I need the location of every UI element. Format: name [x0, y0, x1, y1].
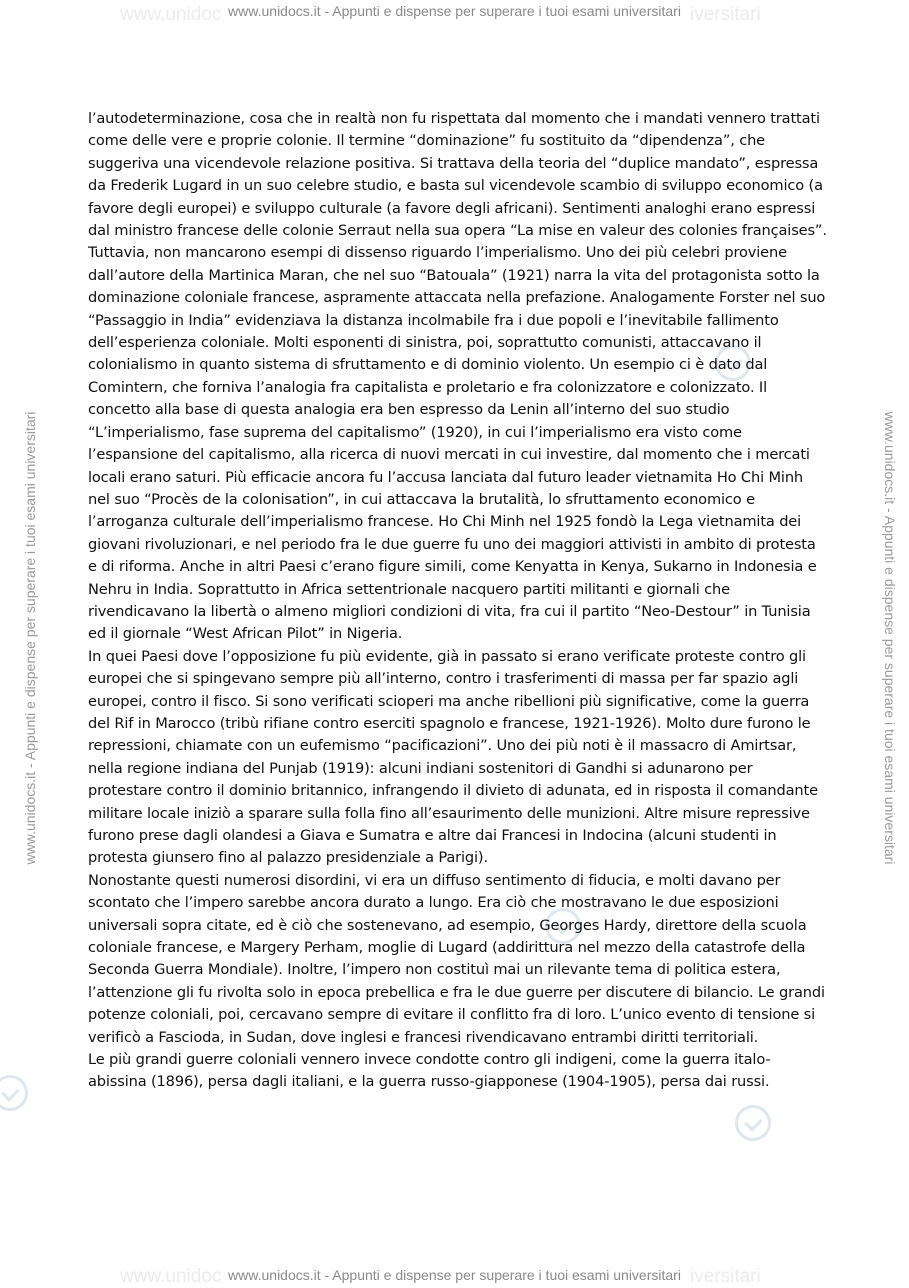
watermark-top: www.unidocs.it - Appunti e dispense per superare i tuoi esami universitari — [228, 3, 681, 19]
watermark-left: www.unidocs.it - Appunti e dispense per superare i tuoi esami universitari — [22, 411, 38, 865]
watermark-faint-top-right: iversitari — [690, 4, 761, 25]
document-body — [88, 108, 828, 1094]
watermark-right: www.unidocs.it - Appunti e dispense per superare i tuoi esami universitari — [882, 411, 898, 865]
unidocs-logo-icon — [735, 1105, 771, 1141]
watermark-faint-top: www.unidoc — [120, 4, 222, 25]
paragraph: l’autodeterminazione, cosa che in realtà non fu rispettata dal momento che i mandati vennero trattati come delle vere e proprie colonie. Il termine “dominazione” fu sostituito da “dipendenza”, che suggeriva una vicendevole relazione positiva. Si trattava della teoria del “duplice mandato”, espressa da Frederik Lugard in un suo celebre studio, e basta sul vicendevole scambio di sviluppo economico (a favore degli europei) e sviluppo culturale (a favore degli africani). Sentimenti analoghi erano espressi dal ministro francese delle colonie Serraut nella sua opera “La mise en valeur des colonies françaises”. — [88, 110, 827, 240]
paragraph: Tuttavia, non mancarono esempi di dissenso riguardo l’imperialismo. Uno dei più celebri proviene dall’autore della Martinica Maran, che nel suo “Batouala” (1921) narra la vita del protagonista sotto la dominazione coloniale francese, aspramente attaccata nella prefazione. Analogamente Forster nel suo “Passaggio in India” evidenziava la distanza incolmabile fra i due popoli e l’inevitabile fallimento dell’esperienza coloniale. Molti esponenti di sinistra, poi, soprattutto comunisti, attaccavano il colonialismo in quanto sistema di sfruttamento e di dominio violento. Un esempio ci è dato dal Comintern, che forniva l’analogia fra capitalista e proletario e fra colonizzatore e colonizzato. Il concetto alla base di questa analogia era ben espresso da Lenin all’interno del suo studio “L’imperialismo, fase suprema del capitalismo” (1920), in cui l’imperialismo era visto come l’espansione del capitalismo, alla ricerca di nuovi mercati in cui investire, dal momento che i mercati locali erano saturi. Più efficacie ancora fu l’accusa lanciata dal futuro leader vietnamita Ho Chi Minh nel suo “Procès de la colonisation”, in cui attaccava la brutalità, lo sfruttamento economico e l’arroganza culturale dell’imperialismo francese. Ho Chi Minh nel 1925 fondò la Lega vietnamita dei giovani rivoluzionari, e nel periodo fra le due guerre fu uno dei maggiori attivisti in ambito di protesta e di riforma. Anche in altri Paesi c’erano figure simili, come Kenyatta in Kenya, Sukarno in Indonesia e Nehru in India. Soprattutto in Africa settentrionale nacquero partiti militanti e giornali che rivendicavano la libertà o almeno migliori condizioni di vita, fra cui il partito “Neo-Destour” in Tunisia ed il giornale “West African Pilot” in Nigeria. — [88, 244, 826, 643]
paragraph: Le più grandi guerre coloniali vennero invece condotte contro gli indigeni, come la guerra italo-abissina (1896), persa dagli italiani, e la guerra russo-giapponese (1904-1905), persa dai russi. — [88, 1051, 771, 1091]
paragraph: In quei Paesi dove l’opposizione fu più evidente, già in passato si erano verificate proteste contro gli europei che si spingevano sempre più all’interno, contro i trasferimenti di massa per far spazio agli europei, contro il fisco. Si sono verificati scioperi ma anche ribellioni più significative, come la guerra del Rif in Marocco (tribù rifiane contro eserciti spagnolo e francese, 1921-1926). Molto dure furono le repressioni, chiamate con un eufemismo “pacificazioni”. Uno dei più noti è il massacro di Amirtsar, nella regione indiana del Punjab (1919): alcuni indiani sostenitori di Gandhi si adunarono per protestare contro il dominio britannico, infrangendo il divieto di adunata, ed in risposta il comandante militare locale iniziò a sparare sulla folla fino all’esaurimento delle munizioni. Altre misure repressive furono prese dagli olandesi a Giava e Sumatra e altre dai Francesi in Indocina (alcuni studenti in protesta giunsero fino al palazzo presidenziale a Parigi). — [88, 647, 818, 867]
watermark-bottom: www.unidocs.it - Appunti e dispense per superare i tuoi esami universitari — [228, 1267, 681, 1283]
watermark-faint-bottom: www.unidoc — [120, 1266, 222, 1287]
unidocs-logo-icon — [0, 1075, 28, 1111]
watermark-faint-bottom-right: iversitari — [690, 1266, 761, 1287]
paragraph: Nonostante questi numerosi disordini, vi era un diffuso sentimento di fiducia, e molti davano per scontato che l’impero sarebbe ancora durato a lungo. Era ciò che mostravano le due esposizioni universali sopra citate, ed è ciò che sostenevano, ad esempio, Georges Hardy, direttore della scuola coloniale francese, e Margery Perham, moglie di Lugard (addirittura nel mezzo della catastrofe della Seconda Guerra Mondiale). Inoltre, l’impero non costituì mai un rilevante tema di politica estera, l’attenzione gli fu rivolta solo in epoca prebellica e fra le due guerre per discutere di bilancio. Le grandi potenze coloniali, poi, cercavano sempre di evitare il conflitto fra di loro. L’unico evento di tensione si verificò a Fascioda, in Sudan, dove inglesi e francesi rivendicavano entrambi diritti territoriali. — [88, 871, 825, 1046]
